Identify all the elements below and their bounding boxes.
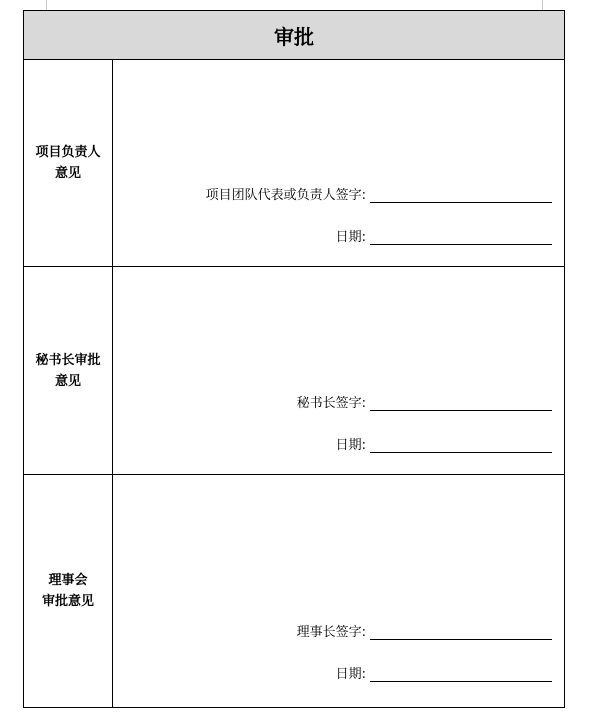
date-row — [336, 664, 552, 682]
signature-row — [206, 185, 552, 203]
section-label-line: 审批意见 — [41, 594, 94, 609]
signature-line[interactable] — [370, 394, 552, 411]
signature-label: 理事长签字: — [296, 625, 366, 640]
date-line[interactable] — [370, 228, 552, 245]
approval-form-table — [23, 10, 565, 708]
date-line[interactable] — [370, 436, 552, 453]
section-label — [24, 475, 113, 707]
section-project-lead — [24, 59, 564, 267]
signature-line[interactable] — [370, 186, 552, 203]
form-title: 审批 — [24, 11, 564, 60]
signature-label: 项目团队代表或负责人签字: — [205, 188, 366, 203]
section-label-line: 秘书长审批 — [35, 352, 101, 368]
opinion-field[interactable] — [113, 475, 564, 707]
date-label: 日期: — [335, 438, 366, 453]
opinion-field[interactable] — [113, 59, 564, 266]
signature-row — [297, 622, 552, 640]
signature-row — [297, 393, 552, 411]
date-label: 日期: — [335, 667, 366, 682]
signature-line[interactable] — [370, 623, 552, 640]
section-label-line: 意见 — [54, 373, 81, 389]
page-margin-right — [542, 0, 543, 10]
section-label — [24, 59, 113, 266]
section-label-line: 项目负责人 — [35, 144, 101, 160]
section-label-line: 理事会 — [48, 573, 88, 588]
signature-label: 秘书长签字: — [296, 396, 366, 411]
section-label-line: 意见 — [54, 165, 81, 181]
section-label — [24, 267, 113, 474]
date-line[interactable] — [370, 665, 552, 682]
date-row — [336, 227, 552, 245]
opinion-field[interactable] — [113, 267, 564, 474]
date-label: 日期: — [335, 230, 366, 245]
section-secretary-general — [24, 267, 564, 475]
page-margin-left — [46, 0, 47, 10]
section-council — [24, 475, 564, 707]
date-row — [336, 435, 552, 453]
